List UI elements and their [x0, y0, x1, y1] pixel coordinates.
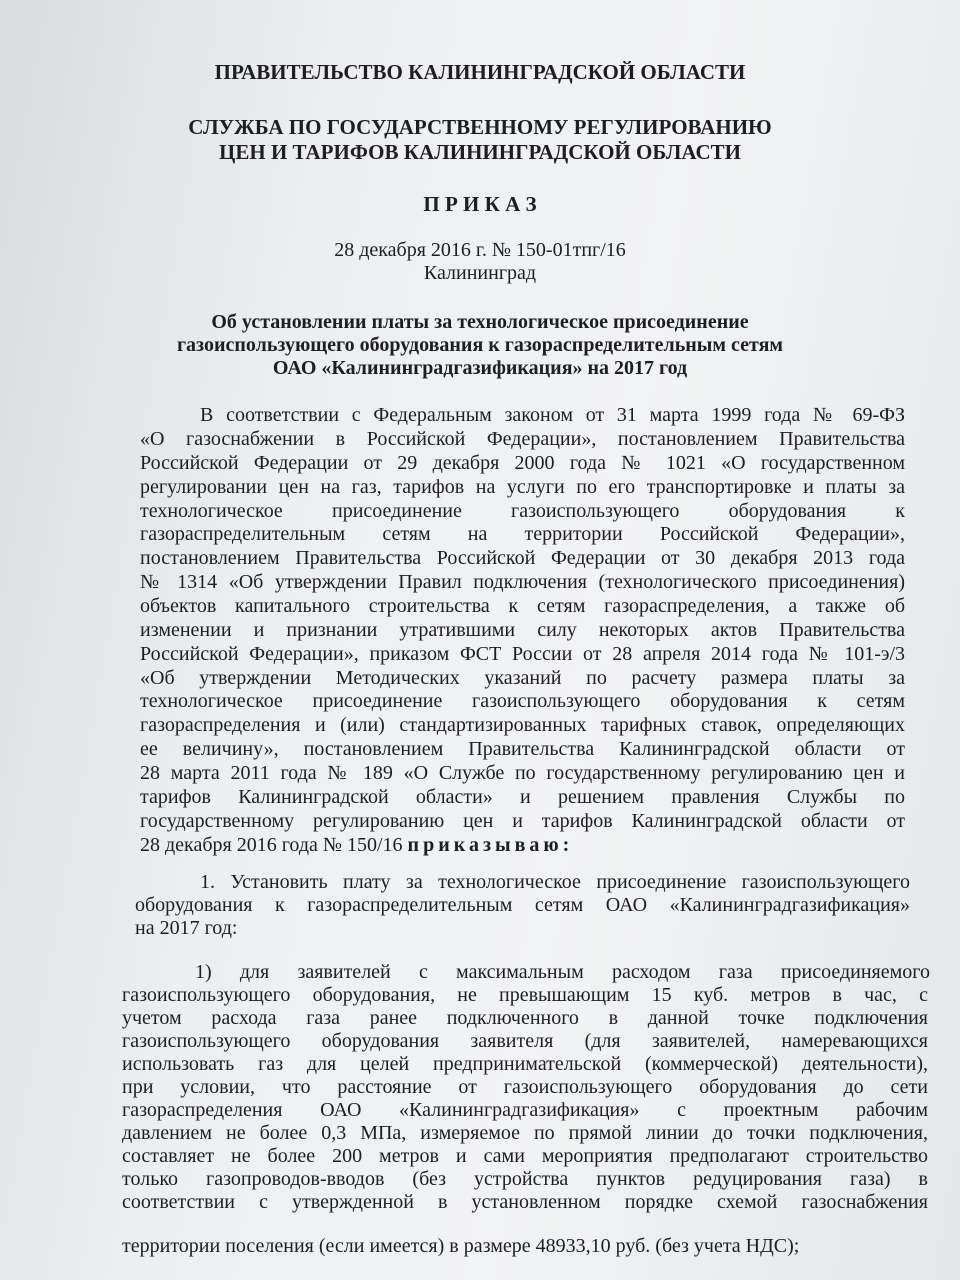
date-number: 28 декабря 2016 г. № 150-01тпг/16 — [334, 239, 626, 261]
text-line: № 1314 «Об утверждении Правил подключения (технологического присоединения) — [140, 571, 905, 593]
text-line: Российской Федерации от 29 декабря 2000 года № 1021 «О государственном — [140, 452, 905, 474]
text-line: на 2017 год: — [135, 917, 238, 939]
city: Калининград — [423, 262, 537, 284]
text-line: 1) для заявителей с максимальным расходом газа присоединяемого — [195, 961, 930, 983]
text-line: соответствии с утвержденной в установленном порядке схемой газоснабжения — [122, 1191, 928, 1213]
text-line: составляет не более 200 метров и сами мероприятия предполагают строительство — [122, 1145, 928, 1167]
service-heading-line1: СЛУЖБА ПО ГОСУДАРСТВЕННОМУ РЕГУЛИРОВАНИЮ — [188, 115, 772, 139]
text-line: 28 марта 2011 года № 189 «О Службе по государственному регулированию цен и — [140, 762, 905, 784]
text-line: газораспределения и (или) стандартизированных тарифных ставок, определяющих — [140, 714, 905, 736]
text-line: Российской Федерации», приказом ФСТ России от 28 апреля 2014 года № 101-э/3 — [140, 643, 905, 665]
preamble-last-text: 28 декабря 2016 года № 150/16 — [140, 834, 408, 856]
title-line: газоиспользующего оборудования к газораспределительным сетям — [176, 334, 784, 356]
text-line: регулировании цен на газ, тарифов на услуги по его транспортировке и платы за — [140, 476, 905, 498]
text-line: технологическое присоединение газоиспользующего оборудования к — [140, 500, 905, 522]
text-line: В соответствии с Федеральным законом от 31 марта 1999 года № 69-ФЗ — [200, 404, 905, 426]
title-line: ОАО «Калининградгазификация» на 2017 год — [272, 357, 688, 379]
text-line: газораспределительным сетям на территории Российской Федерации», — [140, 523, 905, 545]
government-heading: ПРАВИТЕЛЬСТВО КАЛИНИНГРАДСКОЙ ОБЛАСТИ — [214, 60, 746, 84]
text-line: «О газоснабжении в Российской Федерации», постановлением Правительства — [140, 428, 905, 450]
text-line: изменении и признании утратившими силу некоторых актов Правительства — [140, 619, 905, 641]
text-line: использовать газ для целей предпринимательской (коммерческой) деятельности), — [122, 1053, 928, 1075]
document-type: П Р И К А З — [423, 192, 537, 216]
text-line: объектов капитального строительства к сетям газораспределения, а также об — [140, 595, 905, 617]
text-line: оборудования к газораспределительным сетям ОАО «Калининградгазификация» — [135, 894, 910, 916]
text-line: газораспределения ОАО «Калининградгазификация» с проектным рабочим — [122, 1099, 928, 1121]
text-line: постановлением Правительства Российской Федерации от 30 декабря 2013 года — [140, 547, 905, 569]
text-line: государственному регулированию цен и тарифов Калининградской области от — [140, 810, 905, 832]
text-line: ее величину», постановлением Правительства Калининградской области от — [140, 738, 905, 760]
text-line: «Об утверждении Методических указаний по расчету размера платы за — [140, 667, 905, 689]
text-line: при условии, что расстояние от газоиспользующего оборудования до сети — [122, 1076, 928, 1098]
text-line — [140, 833, 905, 857]
text-line: газоиспользующего оборудования, не превышающим 15 куб. метров в час, с — [122, 984, 928, 1006]
text-line: 1. Установить плату за технологическое присоединение газоиспользующего — [200, 871, 910, 893]
text-line: давлением не более 0,3 МПа, измеряемое по прямой линии до точки подключения, — [122, 1122, 928, 1144]
title-line: Об установлении платы за технологическое присоединение — [211, 311, 749, 333]
text-line: территории поселения (если имеется) в размере 48933,10 руб. (без учета НДС); — [122, 1235, 800, 1257]
text-line: газоиспользующего оборудования заявителя (для заявителей, намеревающихся — [122, 1030, 928, 1052]
service-heading-line2: ЦЕН И ТАРИФОВ КАЛИНИНГРАДСКОЙ ОБЛАСТИ — [219, 140, 741, 164]
text-line: технологическое присоединение газоиспользующего оборудования к сетям — [140, 690, 905, 712]
text-line: только газопроводов-вводов (без устройства пунктов редуцирования газа) в — [122, 1168, 928, 1190]
text-line: учетом расхода газа ранее подключенного в данной точке подключения — [122, 1007, 928, 1029]
text-line: тарифов Калининградской области» и решением правления Службы по — [140, 786, 905, 808]
order-word: приказываю: — [407, 834, 574, 856]
